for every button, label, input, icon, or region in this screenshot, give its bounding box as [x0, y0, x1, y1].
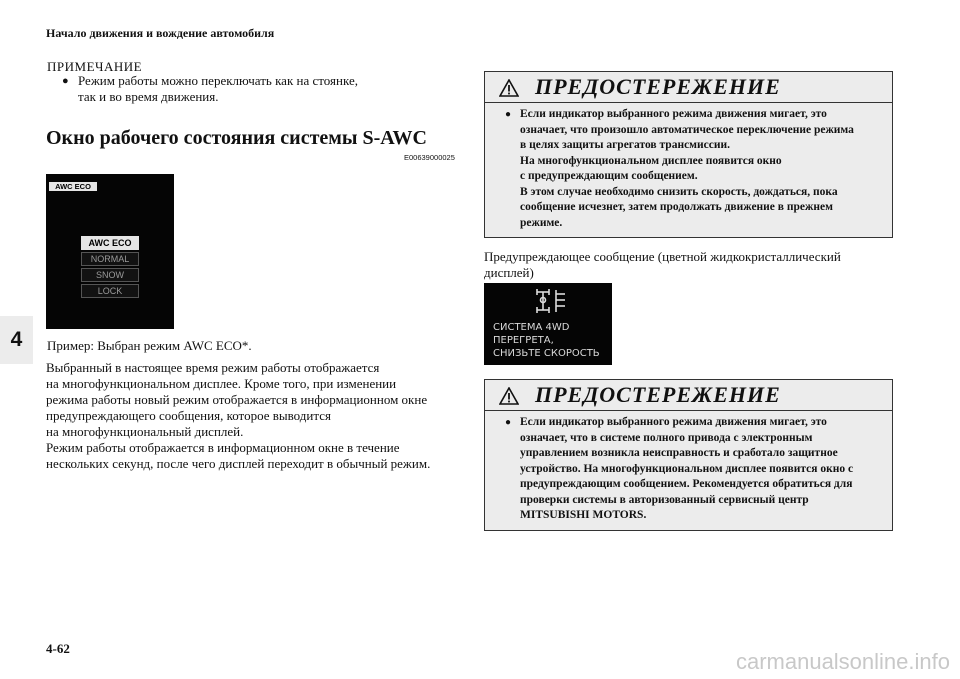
display-top-label: AWC ECO: [49, 182, 97, 191]
section-tab: 4: [0, 316, 33, 364]
warning-line: устройство. На многофункциональном дисплее появится окно с: [520, 462, 854, 475]
page-header: Начало движения и вождение автомобиля: [46, 26, 275, 40]
warning-line: В этом случае необходимо снизить скорость, дождаться, пока: [520, 185, 838, 198]
message-line: СНИЗЬТЕ СКОРОСТЬ: [493, 348, 600, 359]
warning-title: ПРЕДОСТЕРЕЖЕНИЕ: [535, 74, 781, 99]
warning-triangle-icon: [499, 387, 519, 405]
warning-body: [485, 103, 892, 237]
warning-title: ПРЕДОСТЕРЕЖЕНИЕ: [535, 382, 781, 407]
watermark: carmanualsonline.info: [735, 649, 950, 674]
mode-list: [81, 236, 139, 300]
caption-line-2: дисплей): [484, 265, 534, 280]
warning-line: Если индикатор выбранного режима движения мигает, это: [520, 416, 827, 428]
mode-option-snow: SNOW: [81, 268, 139, 282]
section-code: E00639000025: [404, 153, 455, 162]
display-caption: Пример: Выбран режим AWC ECO*.: [47, 338, 252, 353]
page-number: 4-62: [46, 641, 70, 656]
warning-line: означает, что в системе полного привода с электронным: [520, 431, 813, 444]
note-line-1: Режим работы можно переключать как на стоянке,: [78, 73, 358, 88]
note-item: [62, 73, 392, 105]
message-line: СИСТЕМА 4WD: [493, 322, 570, 333]
paragraph-line: нескольких секунд, после чего дисплей переходит в обычный режим.: [46, 456, 431, 471]
note-title: ПРИМЕЧАНИЕ: [47, 59, 143, 74]
warning-line: MITSUBISHI MOTORS.: [520, 509, 647, 521]
warning-message: [493, 321, 600, 360]
paragraph-line: на многофункциональный дисплей.: [46, 424, 244, 439]
bullet-icon: ●: [505, 109, 512, 120]
mode-option-lock: LOCK: [81, 284, 139, 298]
warning-header: [485, 72, 892, 103]
warning-header: [485, 380, 892, 411]
paragraph-line: предупреждающего сообщения, которое выводится: [46, 408, 331, 423]
warning-line: с предупреждающим сообщением.: [520, 170, 698, 182]
warning-line: Если индикатор выбранного режима движения мигает, это: [520, 108, 827, 120]
warning-triangle-icon: [499, 79, 519, 97]
bullet-icon: ●: [505, 417, 512, 428]
warning-body: [485, 411, 892, 530]
warning-message-display: [484, 283, 612, 365]
body-paragraph: [46, 360, 456, 472]
4wd-overheat-icon: [534, 287, 570, 315]
awc-mode-display: [46, 174, 174, 329]
warning-box-2: [484, 379, 893, 531]
note-line-2: так и во время движения.: [78, 89, 219, 104]
warning-line: проверки системы в авторизованный сервисный центр: [520, 493, 809, 506]
paragraph-line: на многофункциональном дисплее. Кроме того, при изменении: [46, 376, 397, 391]
warning-line: На многофункциональном дисплее появится окно: [520, 154, 782, 167]
message-line: ПЕРЕГРЕТА,: [493, 335, 554, 346]
bullet-icon: ●: [62, 75, 69, 87]
mode-option-normal: NORMAL: [81, 252, 139, 266]
paragraph-line: Режим работы отображается в информационном окне в течение: [46, 440, 400, 455]
section-title: Окно рабочего состояния системы S-AWC: [46, 127, 427, 149]
paragraph-line: режима работы новый режим отображается в информационном окне: [46, 392, 428, 407]
warning-line: режиме.: [520, 216, 563, 229]
warning-line: управлением возникла неисправность и сработало защитное: [520, 447, 838, 459]
warning-display-caption: [484, 249, 894, 281]
warning-line: в целях защиты агрегатов трансмиссии.: [520, 139, 730, 151]
warning-line: означает, что произошло автоматическое переключение режима: [520, 123, 854, 136]
mode-option-awc-eco: AWC ECO: [81, 236, 139, 250]
paragraph-line: Выбранный в настоящее время режим работы отображается: [46, 360, 380, 375]
caption-line-1: Предупреждающее сообщение (цветной жидкокристаллический: [484, 249, 841, 264]
warning-line: предупреждающим сообщением. Рекомендуется обратиться для: [520, 478, 853, 490]
warning-line: сообщение исчезнет, затем продолжать движение в прежнем: [520, 201, 833, 213]
warning-box-1: [484, 71, 893, 238]
